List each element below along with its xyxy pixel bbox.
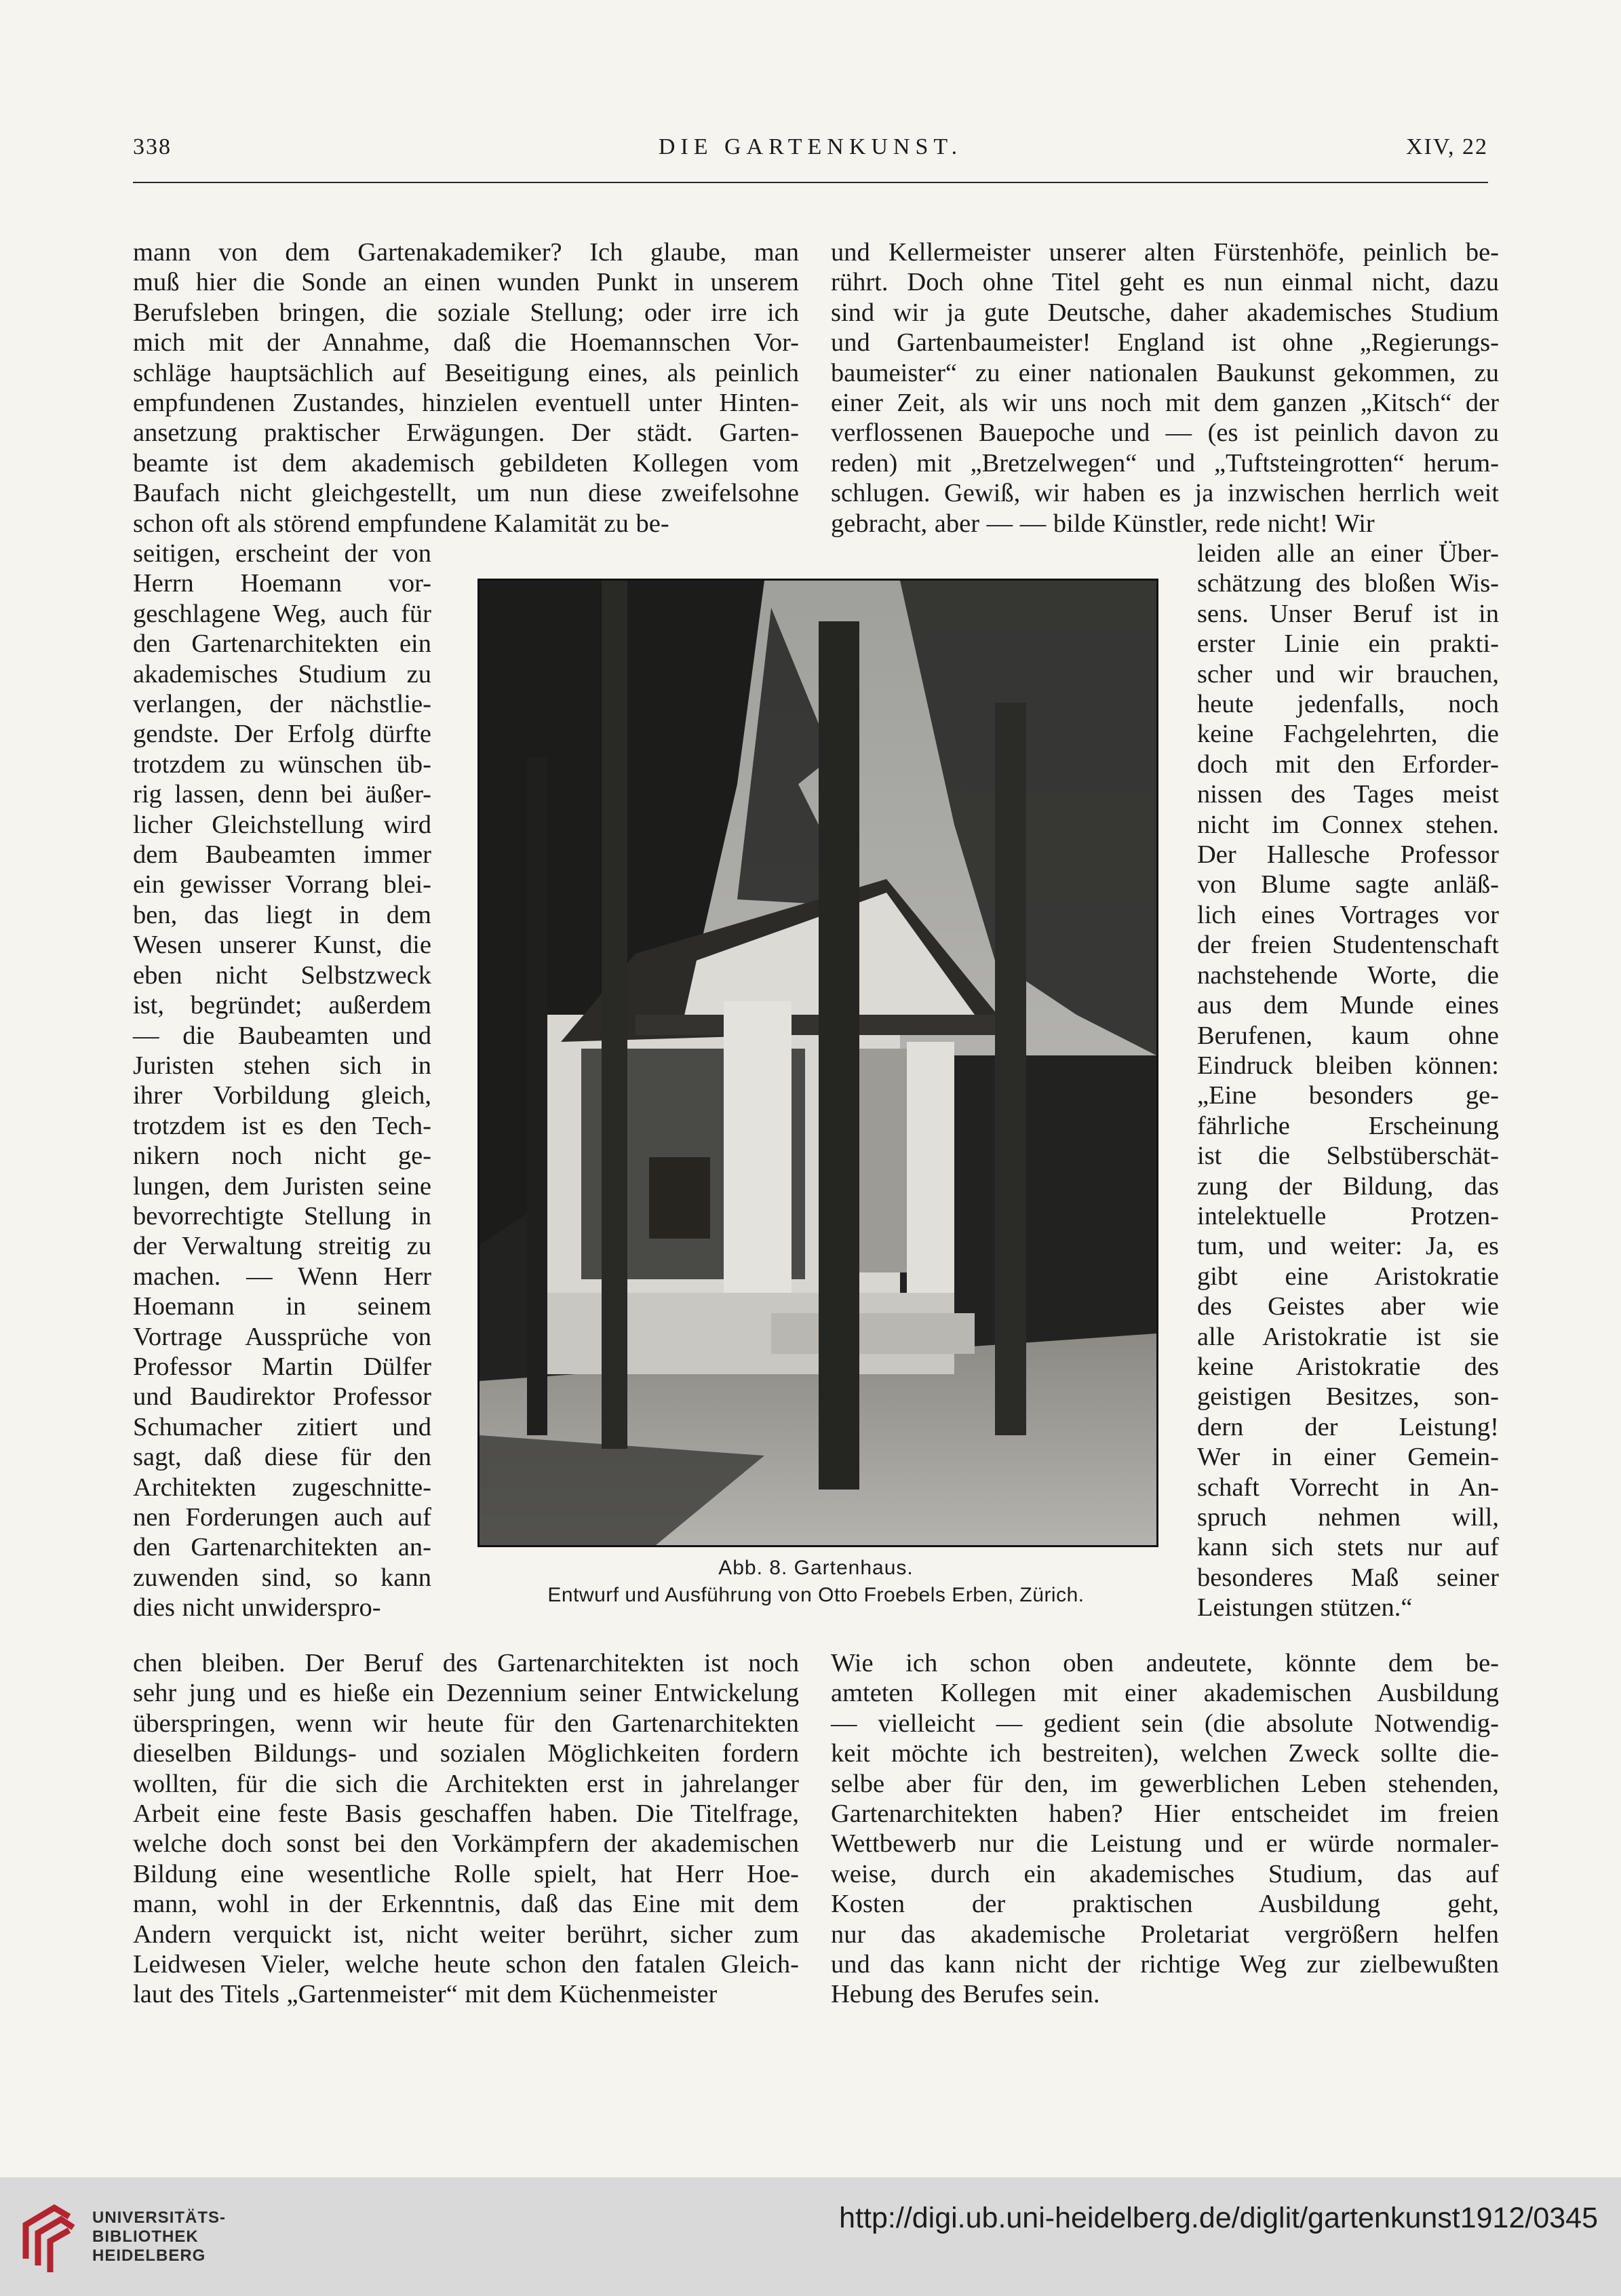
text-line: beamte ist dem akademisch gebildeten Kollegen vom [133, 448, 799, 478]
text-line: ein gewisser Vorrang blei- [133, 870, 431, 899]
text-line: ist, begründet; außerdem [133, 991, 431, 1020]
text-line: von Blume sagte anläß- [1197, 870, 1499, 899]
text-line: der freien Studentenschaft [1197, 931, 1499, 960]
text-line: Leistungen stützen.“ [1197, 1593, 1413, 1622]
text-line: Wesen unserer Kunst, die [133, 931, 431, 960]
text-line: wollten, für die sich die Architekten erst in jahrelanger [133, 1769, 799, 1798]
text-line: leiden alle an einer Über- [1197, 539, 1499, 568]
text-line: Vortrage Aussprüche von [133, 1322, 431, 1351]
text-line: akademisches Studium zu [133, 659, 431, 688]
text-line: Berufsleben bringen, die soziale Stellung; oder irre ich [133, 298, 799, 327]
text-line: muß hier die Sonde an einen wunden Punkt in unserem [133, 268, 799, 297]
text-line: schlugen. Gewiß, wir haben es ja inzwischen herrlich weit [831, 479, 1499, 508]
text-line: dern der Leistung! [1197, 1412, 1499, 1441]
text-line: Der Hallesche Professor [1197, 840, 1499, 870]
text-line: nen Forderungen auch auf [133, 1503, 431, 1532]
text-line: trotzdem zu wünschen üb- [133, 750, 431, 779]
right-column-bottom [831, 1648, 1499, 2010]
text-line: ist die Selbstüberschät- [1197, 1142, 1499, 1171]
text-line: — die Baubeamten und [133, 1021, 431, 1050]
text-line: Baufach nicht gleichgestellt, um nun diese zweifelsohne [133, 479, 799, 508]
text-line: eben nicht Selbstzweck [133, 960, 431, 990]
text-line: lich eines Vortrages vor [1197, 900, 1499, 929]
text-line: und Kellermeister unserer alten Fürstenhöfe, peinlich be- [831, 238, 1499, 267]
text-line: dieselben Bildungs- und sozialen Möglichkeiten fordern [133, 1739, 799, 1768]
text-line: kann sich stets nur auf [1197, 1533, 1499, 1562]
text-line: geistigen Besitzes, son- [1197, 1382, 1499, 1412]
text-line: spruch nehmen will, [1197, 1503, 1499, 1532]
text-line: nikern noch nicht ge- [133, 1142, 431, 1171]
text-line: trotzdem ist es den Tech- [133, 1111, 431, 1140]
library-name-line2: BIBLIOTHEK [92, 2227, 199, 2246]
text-line: tum, und weiter: Ja, es [1197, 1232, 1499, 1261]
text-line: mann von dem Gartenakademiker? Ich glaube, man [133, 238, 799, 267]
text-line: geschlagene Weg, auch für [133, 599, 431, 628]
text-line: nissen des Tages meist [1197, 780, 1499, 809]
text-line: des Geistes aber wie [1197, 1292, 1499, 1321]
text-line: selbe aber für den, im gewerblichen Leben stehenden, [831, 1769, 1499, 1798]
volume-issue: XIV, 22 [1405, 134, 1488, 159]
text-line: zung der Bildung, das [1197, 1171, 1499, 1201]
text-line: baumeister“ zu einer nationalen Baukunst gekommen, zu [831, 358, 1499, 387]
figure-caption-credit: Entwurf und Ausführung von Otto Froebels Erben, Zürich. [547, 1584, 1085, 1606]
text-line: Juristen stehen sich in [133, 1051, 431, 1080]
text-line: schaft Vorrecht in An- [1197, 1473, 1499, 1502]
text-line: überspringen, wenn wir heute für den Gartenarchitekten [133, 1709, 799, 1738]
text-line: schon oft als störend empfundene Kalamität zu be- [133, 509, 669, 538]
text-line: schläge hauptsächlich auf Beseitigung eines, als peinlich [133, 358, 799, 387]
text-line: Kosten der praktischen Ausbildung geht, [831, 1890, 1499, 1919]
text-line: Bildung eine wesentliche Rolle spielt, hat Herr Hoe- [133, 1859, 799, 1888]
garden-house-image [480, 581, 1156, 1545]
text-line: mann, wohl in der Erkenntnis, daß das Eine mit dem [133, 1890, 799, 1919]
text-line: fährliche Erscheinung [1197, 1111, 1499, 1140]
library-name [92, 2209, 226, 2265]
text-line: heute jedenfalls, noch [1197, 690, 1499, 719]
text-line: Gartenarchitekten haben? Hier entscheidet im freien [831, 1799, 1499, 1829]
text-line: Herrn Hoemann vor- [133, 569, 431, 598]
text-line: Architekten zugeschnitte- [133, 1473, 431, 1502]
text-line: Andern verquickt ist, nicht weiter berührt, sicher zum [133, 1920, 799, 1949]
left-column-narrow [133, 539, 431, 1623]
text-line: ihrer Vorbildung gleich, [133, 1081, 431, 1110]
text-line: bevorrechtigte Stellung in [133, 1201, 431, 1230]
text-line: laut des Titels „Gartenmeister“ mit dem Küchenmeister [133, 1980, 718, 2009]
text-line: nur das akademische Proletariat vergrößern helfen [831, 1920, 1499, 1949]
library-name-line3: HEIDELBERG [92, 2246, 206, 2265]
text-line: mich mit der Annahme, daß die Hoemannschen Vor- [133, 328, 799, 357]
text-line: schätzung des bloßen Wis- [1197, 569, 1499, 598]
text-line: nicht im Connex stehen. [1197, 810, 1499, 839]
text-line: Wie ich schon oben andeutete, könnte dem be- [831, 1649, 1499, 1677]
text-line: Leidwesen Vieler, welche heute schon den fatalen Gleich- [133, 1950, 799, 1979]
ub-heidelberg-logo-icon [14, 2198, 81, 2279]
text-line: der Verwaltung streitig zu [133, 1232, 431, 1261]
text-line: amteten Kollegen mit einer akademischen Ausbildung [831, 1679, 1499, 1708]
running-header [133, 134, 1488, 175]
text-line: Hebung des Berufes sein. [831, 1980, 1100, 2009]
text-line: keine Aristokratie des [1197, 1352, 1499, 1381]
text-line: den Gartenarchitekten ein [133, 629, 431, 659]
text-line: Eindruck bleiben können: [1197, 1051, 1499, 1080]
text-line: reden) mit „Bretzelwegen“ und „Tuftsteingrotten“ herum- [831, 448, 1499, 478]
text-line: den Gartenarchitekten an- [133, 1533, 431, 1562]
text-line: ansetzung praktischer Erwägungen. Der städt. Garten- [133, 419, 799, 448]
text-line: und das kann nicht der richtige Weg zur zielbewußten [831, 1950, 1499, 1979]
library-name-line1: UNIVERSITÄTS- [92, 2209, 227, 2227]
text-line: sehr jung und es hieße ein Dezennium seiner Entwickelung [133, 1679, 799, 1708]
text-line: verlangen, der nächstlie- [133, 690, 431, 719]
text-line: lungen, dem Juristen seine [133, 1171, 431, 1201]
text-line: Wer in einer Gemein- [1197, 1443, 1499, 1472]
text-line: seitigen, erscheint der von [133, 539, 431, 568]
text-line: dies nicht unwiderspro- [133, 1593, 381, 1622]
text-line: verflossenen Bauepoche und — (es ist peinlich davon zu [831, 419, 1499, 448]
text-line: rig lassen, denn bei äußer- [133, 780, 431, 809]
text-line: chen bleiben. Der Beruf des Gartenarchitekten ist noch [133, 1649, 799, 1677]
text-line: und Baudirektor Professor [133, 1382, 431, 1412]
left-column-bottom [133, 1648, 799, 2010]
text-line: intelektuelle Protzen- [1197, 1201, 1499, 1230]
text-line: Professor Martin Dülfer [133, 1352, 431, 1381]
text-line: gendste. Der Erfolg dürfte [133, 720, 431, 749]
garden-house-photograph [477, 579, 1158, 1547]
figure-caption-title: Abb. 8. Gartenhaus. [718, 1557, 914, 1579]
text-line: weise, durch ein akademisches Studium, das auf [831, 1859, 1499, 1888]
text-line: doch mit den Erforder- [1197, 750, 1499, 779]
text-line: sens. Unser Beruf ist in [1197, 599, 1499, 628]
right-column-narrow [1197, 539, 1499, 1623]
text-line: empfundenen Zustandes, hinzielen eventuell unter Hinten- [133, 389, 799, 418]
text-line: sind wir ja gute Deutsche, daher akademisches Studium [831, 298, 1499, 327]
text-line: rührt. Doch ohne Titel geht es nun einmal nicht, dazu [831, 268, 1499, 297]
digitization-footer-bar [0, 2177, 1621, 2296]
text-line: besonderes Maß seiner [1197, 1563, 1499, 1592]
text-line: Hoemann in seinem [133, 1292, 431, 1321]
text-line: ben, das liegt in dem [133, 900, 431, 929]
text-line: keit möchte ich bestreiten), welchen Zweck sollte die- [831, 1739, 1499, 1768]
text-line: licher Gleichstellung wird [133, 810, 431, 839]
permalink-url[interactable]: http://digi.ub.uni-heidelberg.de/diglit/gartenkunst1912/0345 [839, 2202, 1598, 2234]
right-column-top [831, 237, 1499, 539]
text-line: machen. — Wenn Herr [133, 1262, 431, 1291]
text-line: erster Linie ein prakti- [1197, 629, 1499, 659]
page-number: 338 [133, 134, 172, 159]
header-rule [133, 182, 1488, 183]
text-line: dem Baubeamten immer [133, 840, 431, 870]
journal-title: DIE GARTENKUNST. [658, 134, 963, 159]
text-line: nachstehende Worte, die [1197, 960, 1499, 990]
text-line: sagt, daß diese für den [133, 1443, 431, 1472]
text-line: — vielleicht — gedient sein (die absolute Notwendig- [831, 1709, 1499, 1738]
text-line: scher und wir brauchen, [1197, 659, 1499, 688]
text-line: welche doch sonst bei den Vorkämpfern der akademischen [133, 1829, 799, 1859]
text-line: Arbeit eine feste Basis geschaffen haben. Die Titelfrage, [133, 1799, 799, 1829]
text-line: keine Fachgelehrten, die [1197, 720, 1499, 749]
text-line: zuwenden sind, so kann [133, 1563, 431, 1592]
text-line: alle Aristokratie ist sie [1197, 1322, 1499, 1351]
text-line: und Gartenbaumeister! England ist ohne „Regierungs- [831, 328, 1499, 357]
text-line: einer Zeit, als wir uns noch mit dem ganzen „Kitsch“ der [831, 389, 1499, 418]
text-line: aus dem Munde eines [1197, 991, 1499, 1020]
text-line: Berufenen, kaum ohne [1197, 1021, 1499, 1050]
text-line: Schumacher zitiert und [133, 1412, 431, 1441]
text-line: gebracht, aber — — bilde Künstler, rede nicht! Wir [831, 509, 1375, 538]
text-line: gibt eine Aristokratie [1197, 1262, 1499, 1291]
text-line: Wettbewerb nur die Leistung und er würde normaler- [831, 1829, 1499, 1859]
left-column-top [133, 237, 799, 539]
text-line: „Eine besonders ge- [1197, 1081, 1499, 1110]
